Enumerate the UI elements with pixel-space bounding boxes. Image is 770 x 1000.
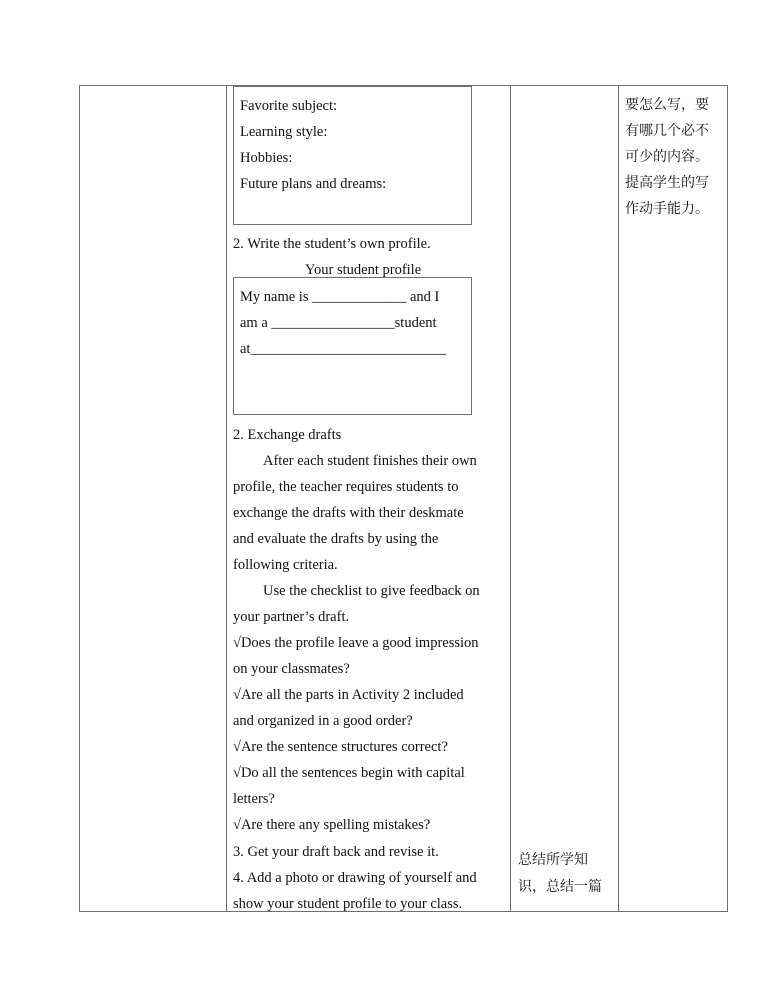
profile-field: Future plans and dreams: — [240, 176, 387, 192]
col4-text-line: 作动手能力。 — [625, 201, 709, 217]
column-divider-3 — [618, 86, 619, 911]
your-profile-line: My name is _____________ and I — [240, 289, 440, 305]
column-divider-2 — [510, 86, 511, 911]
profile-field: Favorite subject: — [240, 98, 338, 114]
exchange-para-line: and evaluate the drafts by using the — [233, 531, 439, 547]
checklist-item: √Do all the sentences begin with capital — [233, 765, 465, 781]
step-line: 4. Add a photo or drawing of yourself and — [233, 870, 477, 886]
checklist-intro-line: Use the checklist to give feedback on — [263, 583, 480, 599]
exchange-heading: 2. Exchange drafts — [233, 427, 342, 443]
col4-text-line: 可少的内容。 — [625, 149, 709, 165]
task2-heading: 2. Write the student’s own profile. — [233, 236, 431, 252]
profile-field: Learning style: — [240, 124, 328, 140]
your-profile-line: at___________________________ — [240, 341, 447, 357]
step-line: 3. Get your draft back and revise it. — [233, 844, 439, 860]
profile-field: Hobbies: — [240, 150, 293, 166]
checklist-intro-line: your partner’s draft. — [233, 609, 350, 625]
checklist-item: letters? — [233, 791, 275, 807]
checklist-item: on your classmates? — [233, 661, 350, 677]
col3-text-line: 总结所学知 — [518, 852, 588, 868]
your-profile-title: Your student profile — [305, 262, 422, 278]
col3-text-line: 识，总结一篇 — [518, 879, 602, 895]
exchange-para-line: exchange the drafts with their deskmate — [233, 505, 464, 521]
checklist-item: and organized in a good order? — [233, 713, 413, 729]
col4-text-line: 有哪几个必不 — [625, 123, 709, 139]
col4-text-line: 要怎么写，要 — [625, 97, 709, 113]
exchange-para-line: After each student finishes their own — [263, 453, 477, 469]
exchange-para-line: following criteria. — [233, 557, 338, 573]
col4-text-line: 提高学生的写 — [625, 175, 709, 191]
column-divider-1 — [226, 86, 227, 911]
step-line: show your student profile to your class. — [233, 896, 463, 912]
checklist-item: √Does the profile leave a good impression — [233, 635, 479, 651]
your-profile-line: am a _________________student — [240, 315, 437, 331]
checklist-item: √Are the sentence structures correct? — [233, 739, 448, 755]
exchange-para-line: profile, the teacher requires students to — [233, 479, 459, 495]
checklist-item: √Are all the parts in Activity 2 included — [233, 687, 464, 703]
checklist-item: √Are there any spelling mistakes? — [233, 817, 431, 833]
